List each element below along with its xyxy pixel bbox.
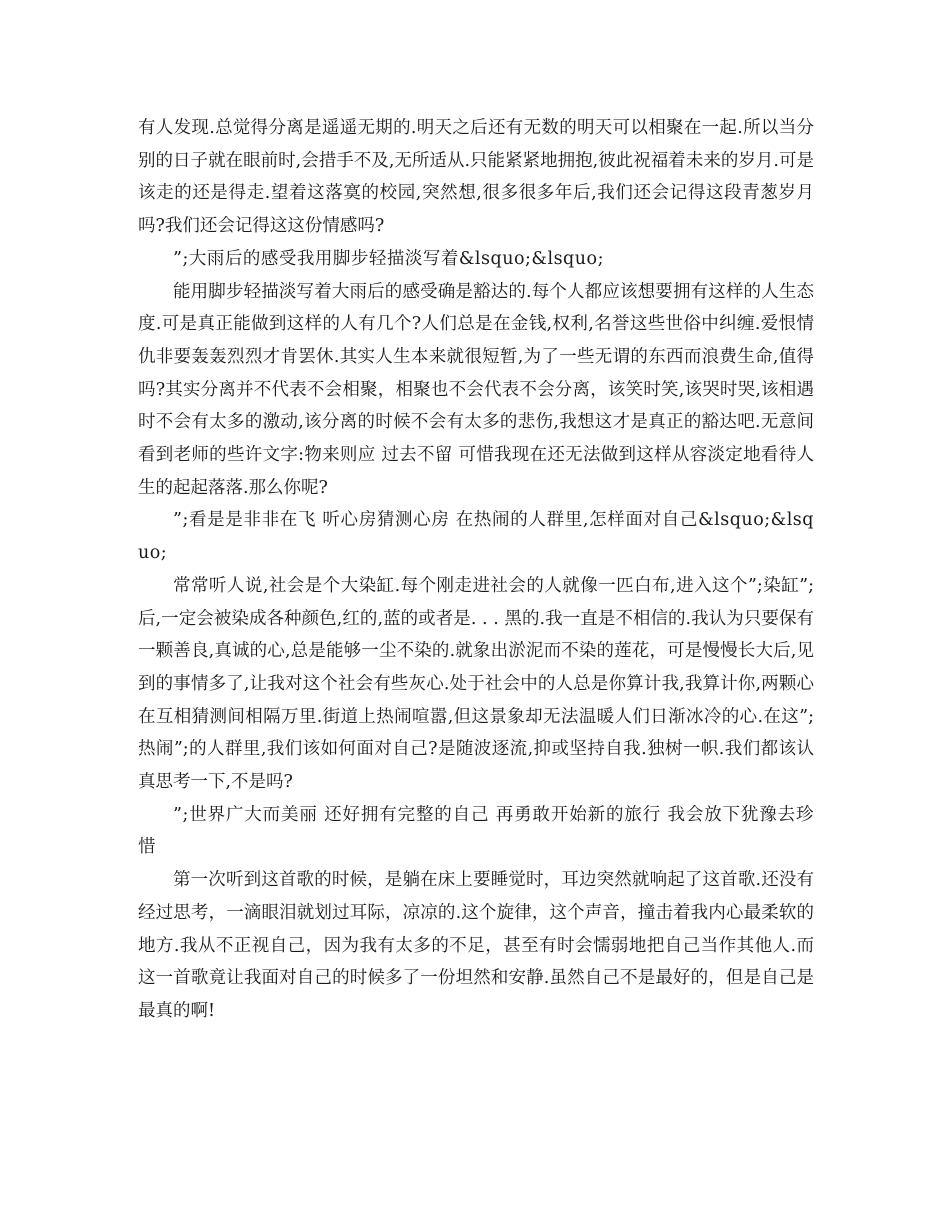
paragraph-1: 有人发现.总觉得分离是遥遥无期的.明天之后还有无数的明天可以相聚在一起.所以当分别的日子就在眼前时,会措手不及,无所适从.只能紧紧地拥抱,彼此祝福着未来的岁月.可是该走的还是得走.望着这落寞的校园,突然想,很多很多年后,我们还会记得这段青葱岁月吗?我们还会记得这这份情感吗? — [138, 118, 814, 237]
quote-heading-2: ”;看是是非非在飞 听心房猜测心房 在热闹的人群里,怎样面对自己&lsquo;&lsquo; — [138, 510, 814, 564]
paragraph-4: 第一次听到这首歌的时候，是躺在床上要睡觉时，耳边突然就响起了这首歌.还没有经过思考，一滴眼泪就划过耳际，凉凉的.这个旋律，这个声音，撞击着我内心最柔软的地方.我从不正视自己，因为我有太多的不足，甚至有时会懦弱地把自己当作其他人.而这一首歌竟让我面对自己的时候多了一份坦然和安静.虽然自己不是最好的，但是自己是最真的啊! — [138, 870, 814, 1021]
paragraph-2: 能用脚步轻描淡写着大雨后的感受确是豁达的.每个人都应该想要拥有这样的人生态度.可是真正能做到这样的人有几个?人们总是在金钱,权利,名誉这些世俗中纠缠.爱恨情仇非要轰轰烈烈才肯罢休.其实人生本来就很短暂,为了一些无谓的东西而浪费生命,值得吗?其实分离并不代表不会相聚，相聚也不会代表不会分离，该笑时笑,该哭时哭,该相遇时不会有太多的激动,该分离的时候不会有太多的悲伤,我想这才是真正的豁达吧.无意间看到老师的些许文字:物来则应 过去不留 可惜我现在还无法做到这样从容淡定地看待人生的起起落落.那么你呢? — [138, 281, 814, 498]
quote-heading-3: ”;世界广大而美丽 还好拥有完整的自己 再勇敢开始新的旅行 我会放下犹豫去珍惜 — [138, 804, 814, 858]
paragraph-3: 常常听人说,社会是个大染缸.每个刚走进社会的人就像一匹白布,进入这个”;染缸”;后,一定会被染成各种颜色,红的,蓝的或者是. . . 黑的.我一直是不相信的.我认为只要保有一颗善良,真诚的心,总是能够一尘不染的.就象出淤泥而不染的莲花，可是慢慢长大后,见到的事情多了,让我对这个社会有些灰心.处于社会中的人总是你算计我,我算计你,两颗心在互相猜测间相隔万里.街道上热闹喧嚣,但这景象却无法温暖人们日渐冰冷的心.在这”;热闹”;的人群里,我们该如何面对自己?是随波逐流,抑或坚持自我.独树一帜.我们都该认真思考一下,不是吗? — [138, 575, 814, 793]
document-body — [138, 112, 814, 1028]
quote-heading-1: ”;大雨后的感受我用脚步轻描淡写着&lsquo;&lsquo; — [173, 248, 604, 269]
